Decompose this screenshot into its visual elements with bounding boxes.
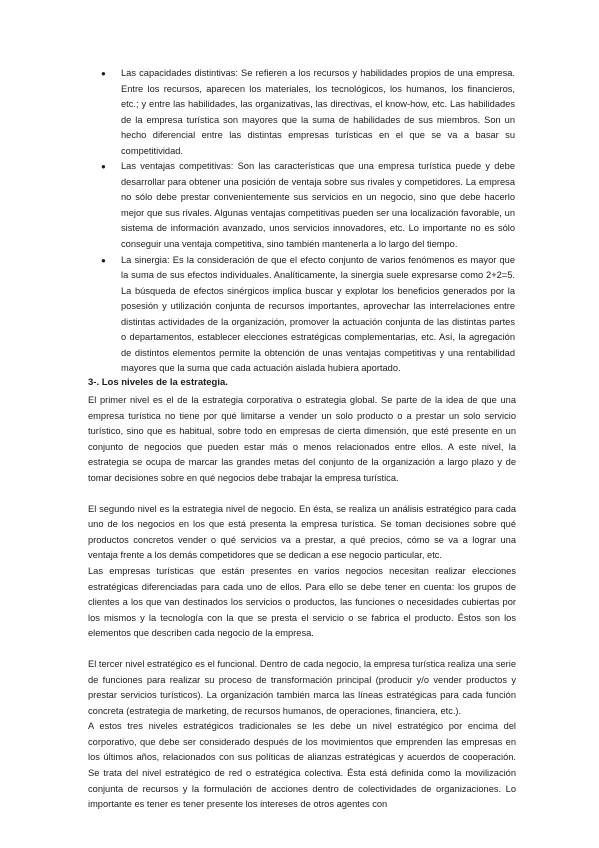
- bullet-text: Las ventajas competitivas: Son las características que una empresa turística puede y debe desarrollar para obtener una posición de ventaja sobre sus rivales y competidores. La empresa no sólo debe prestar convenientemente sus servicios en un negocio, sino que debe hacerlo mejor que sus rivales. Algunas ventajas competitivas pueden ser una localización favorable, un sistema de información avanzado, unos servicios innovadores, etc. Lo importante no es sólo conseguir una ventaja competitiva, sino también mantenerla a lo largo del tiempo.: [121, 161, 515, 250]
- paragraph-multinegocio: Las empresas turísticas que están presentes en varios negocios necesitan realizar elecciones estratégicas diferenciadas para cada uno de ellos. Para ello se debe tener en cuenta: los grupos de clientes a los que van destinados los servicios o productos, las funciones o necesidades cubiertas por los mismos y la tecnología con la que se presta el servicio o se fabrica el producto. Éstos son los elementos que describen cada negocio de la empresa.: [88, 565, 516, 639]
- bullet-item-ventajas: [101, 159, 515, 252]
- bullet-text: Las capacidades distintivas: Se refieren a los recursos y habilidades propios de una empresa. Entre los recursos, aparecen los materiales, los tecnológicos, los humanos, los financieros, etc.; y entre las habilidades, las organizativas, las directivas, el know-how, etc. Las habilidades de la empresa turística son mayores que la suma de habilidades de sus miembros. Son un hecho diferencial entre las distintas empresas turísticas en el que se va a basar su competitividad.: [121, 68, 515, 156]
- paragraph-segundo-nivel: El segundo nivel es la estrategia nivel de negocio. En ésta, se realiza un análisis estratégico para cada uno de los negocios en los que está presenta la empresa turística. Se toman decisiones sobre qué productos concretos vender o qué servicios va a prestar, a qué precios, cómo se va a lograr una ventaja frente a los demás competidores que se dedican a ese negocio particular, etc.: [88, 503, 516, 561]
- paragraph-gap: [88, 486, 516, 502]
- bullet-dot-icon: ●: [101, 69, 106, 78]
- paragraph-gap: [88, 642, 516, 658]
- bullet-dot-icon: ●: [101, 162, 106, 172]
- bullet-list: [0, 66, 599, 377]
- section-heading: 3-. Los niveles de la estrategia.: [88, 377, 228, 388]
- bullet-item-capacidades: [101, 66, 515, 159]
- section-body: [88, 393, 516, 813]
- paragraph-primer-nivel: El primer nivel es el de la estrategia corporativa o estrategia global. Se parte de la idea de que una empresa turística no tiene por qué limitarse a vender un solo producto o a prestar un solo servicio turístico, sino que es habitual, sobre todo en empresas de cierta dimensión, que esté presente en un conjunto de negocios que pueden estar más o menos relacionados entre ellos. A este nivel, la estrategia se ocupa de marcar las grandes metas del conjunto de la organización a largo plazo y de tomar decisiones sobre en qué negocios debe trabajar la empresa turística.: [88, 395, 516, 483]
- bullet-dot-icon: ●: [101, 255, 106, 265]
- paragraph-tercer-nivel: El tercer nivel estratégico es el funcional. Dentro de cada negocio, la empresa turística realiza una serie de funciones para realizar su proceso de transformación principal (producir y/o vender productos y prestar servicios turísticos). La organización también marca las líneas estratégicas para cada función concreta (estrategia de marketing, de recursos humanos, de operaciones, financiera, etc.).: [88, 659, 516, 716]
- bullet-item-sinergia: [101, 253, 515, 377]
- paragraph-nivel-red: A estos tres niveles estratégicos tradicionales se les debe un nivel estratégico por encima del corporativo, que debe ser considerado después de los movimientos que emprenden las empresas en los últimos años, relacionados con sus políticas de alianzas estratégicas y acuerdos de cooperación. Se trata del nivel estratégico de red o estratégica colectiva. Ésta está definida como la movilización conjunta de recursos y la formulación de acciones dentro de colectividades de organizaciones. Lo importante es tener es tener presente los intereses de otros agentes con: [88, 721, 516, 810]
- bullet-text: La sinergia: Es la consideración de que el efecto conjunto de varios fenómenos es mayor que la suma de sus efectos individuales. Analíticamente, la sinergia suele expresarse como 2+2=5. La búsqueda de efectos sinérgicos implica buscar y explotar los beneficios generados por la posesión y utilización conjunta de recursos importantes, aprovechar las interrelaciones entre distintas actividades de la organización, promover la actuación conjunta de las distintas partes o departamentos, establecer elecciones estratégicas complementarias, etc. Así, la agregación de distintos elementos permite la obtención de unas ventajas competitivas y una rentabilidad mayores que la suma que cada actuación aislada hubiera aportado.: [121, 254, 515, 374]
